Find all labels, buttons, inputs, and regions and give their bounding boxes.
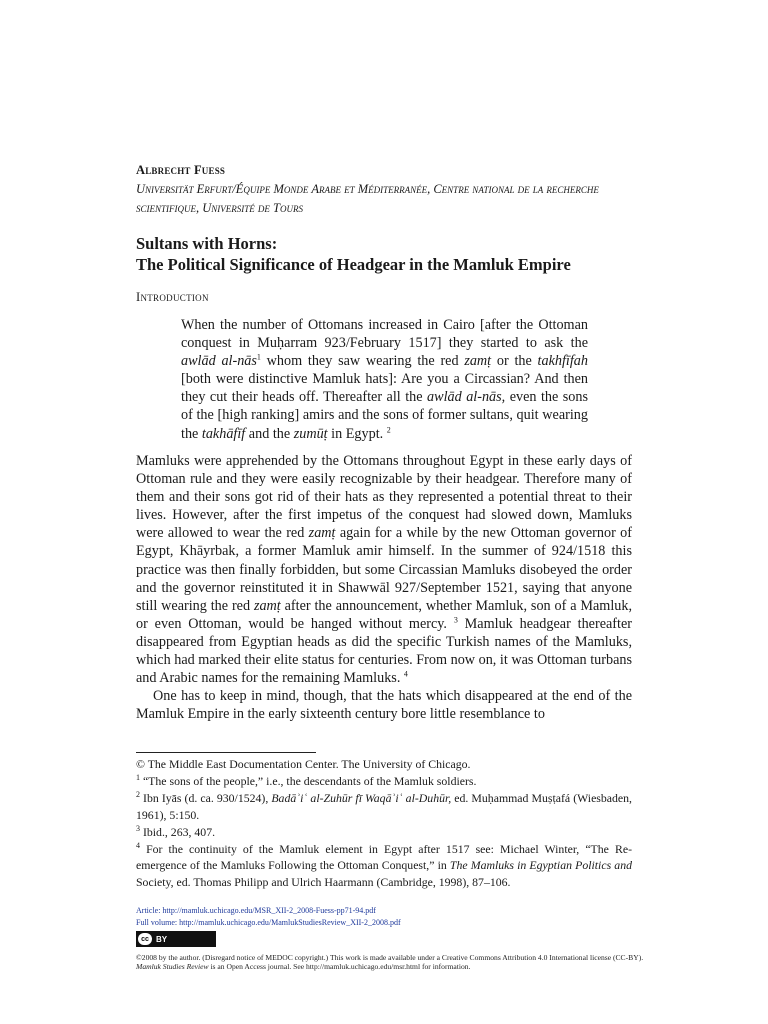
footnote-ref-1[interactable]: 1: [256, 352, 261, 362]
footnote-4: [136, 841, 632, 892]
quote-text: in Egypt.: [327, 425, 387, 442]
quote-term: takhāfīf: [201, 425, 246, 442]
footnote-3: [136, 824, 632, 841]
author-name: Albrecht Fuess: [136, 163, 226, 177]
footnote-number: 2: [136, 789, 140, 799]
quote-term: awlād al-nās: [181, 353, 257, 370]
footnote-title: The Mamluks in Egyptian Politics and: [449, 858, 632, 873]
footnote-text: Society, ed. Thomas Philipp and Ulrich Haarmann (Cambridge, 1998), 87–106.: [136, 875, 511, 890]
body-text: [136, 452, 632, 723]
footnote-ref-3[interactable]: 3: [453, 615, 458, 625]
paragraph: [136, 452, 632, 687]
article-title: [136, 233, 656, 275]
footnote-text: Ibn Iyās (d. ca. 930/1524),: [140, 790, 272, 805]
paragraph: One has to keep in mind, though, that the hats which disappeared at the end of the Mamluk Empire in the early sixteenth century bore little resemblance to: [136, 688, 632, 723]
footnote-text: For the continuity of the Mamluk element in Egypt after 1517 see: Michael Winter, “The Re-emergence of the Mamluks Following the Ottoman Conquest,” in: [136, 841, 632, 873]
body-span: Mamluk headgear thereafter disappeared from Egyptian heads as did the specific Turkish names of the Mamluks, which had marked their elite status for centuries. From now on, it was Ottoman turbans and Arabic names for the remaining Mamluks.: [136, 615, 632, 687]
footnote-text: ed. Muḥammad Muṣṭafá (Wiesbaden, 1961), 5:150.: [136, 790, 633, 822]
footnote-1: [136, 773, 632, 790]
body-span: after the announcement, whether Mamluk, son of a Mamluk, or even Ottoman, would be hanged without mercy.: [136, 597, 632, 632]
volume-link[interactable]: Full volume: http://mamluk.uchicago.edu/MamlukStudiesReview_XII-2_2008.pdf: [136, 918, 401, 927]
cc-by-badge[interactable]: [136, 931, 216, 947]
footnote-ref-2[interactable]: 2: [386, 424, 391, 434]
quote-text: When the number of Ottomans increased in Cairo [after the Ottoman conquest in Muḥarram 923/February 1517] they started to ask the: [181, 317, 588, 352]
quote-term: takhfīfah: [537, 353, 588, 370]
license-text: ©2008 by the author. (Disregard notice of MEDOC copyright.) This work is made available under a Creative Commons Attribution 4.0 International license (CC-BY).: [136, 953, 644, 962]
title-line-1: Sultans with Horns:: [136, 234, 278, 253]
footnote-2: [136, 790, 632, 824]
footnotes: [136, 756, 632, 891]
quote-text: and the: [245, 425, 294, 442]
body-term: zamṭ: [308, 525, 336, 542]
section-heading: Introduction: [136, 290, 209, 304]
quote-term: awlād al-nās,: [427, 389, 506, 406]
body-span: again for a while by the new Ottoman governor of Egypt, Khāyrbak, a former Mamluk amir himself. In the summer of 924/1518 this practice was then finally forbidden, but some Circassian Mamluks disobeyed the order and the governor reinstituted it in Shawwāl 927/September 1521, saying that anyone still wearing the red: [136, 525, 632, 614]
quote-text: [both were distinctive Mamluk hats]: Are you a Circassian? And then they cut their heads off. Thereafter all the: [181, 371, 588, 406]
copyright-note: © The Middle East Documentation Center. The University of Chicago.: [136, 757, 471, 771]
license-notice: [136, 953, 646, 971]
footnote-text: Ibid., 263, 407.: [140, 824, 216, 839]
by-icon: BY: [156, 934, 168, 944]
license-text: is an Open Access journal. See http://mamluk.uchicago.edu/msr.html for information.: [208, 962, 471, 971]
source-links: [136, 905, 401, 929]
quote-term: zamṭ: [464, 353, 492, 370]
footnote-number: 1: [136, 772, 140, 782]
article-link[interactable]: Article: http://mamluk.uchicago.edu/MSR_XII-2_2008-Fuess-pp71-94.pdf: [136, 906, 376, 915]
block-quote: [181, 316, 588, 443]
cc-icon: cc: [138, 933, 152, 945]
quote-term: zumūṭ: [293, 425, 328, 442]
quote-text: or the: [491, 353, 538, 370]
quote-text: even the sons of the [high ranking] amirs and the sons of former sultans, quit wearing the: [181, 389, 588, 442]
quote-text: whom they saw wearing the red: [260, 353, 465, 370]
title-line-2: The Political Significance of Headgear in the Mamluk Empire: [136, 255, 571, 274]
author-affiliation: Universität Erfurt/Équipe Monde Arabe et Méditerranée, Centre national de la recherche scientifique, Université de Tours: [136, 182, 599, 215]
body-span: Mamluks were apprehended by the Ottomans throughout Egypt in these early days of Ottoman rule and they were easily recognizable by their headgear. Therefore many of them and their sons got rid of their hats as they represented a potential threat to their lives. However, after the first impetus of the conquest had slowed down, Mamluks were allowed to wear the red: [136, 453, 632, 542]
footnote-title: Badāʾiʿ al-Zuhūr fī Waqāʾiʿ al-Duhūr,: [271, 790, 452, 805]
footnote-divider: [136, 752, 316, 753]
footnote-text: “The sons of the people,” i.e., the descendants of the Mamluk soldiers.: [140, 773, 477, 788]
footnote-number: 3: [136, 823, 140, 833]
journal-name: Mamluk Studies Review: [136, 962, 209, 971]
footnote-number: 4: [136, 840, 140, 850]
body-term: zamṭ: [253, 597, 281, 614]
footnote-ref-4[interactable]: 4: [403, 669, 408, 679]
